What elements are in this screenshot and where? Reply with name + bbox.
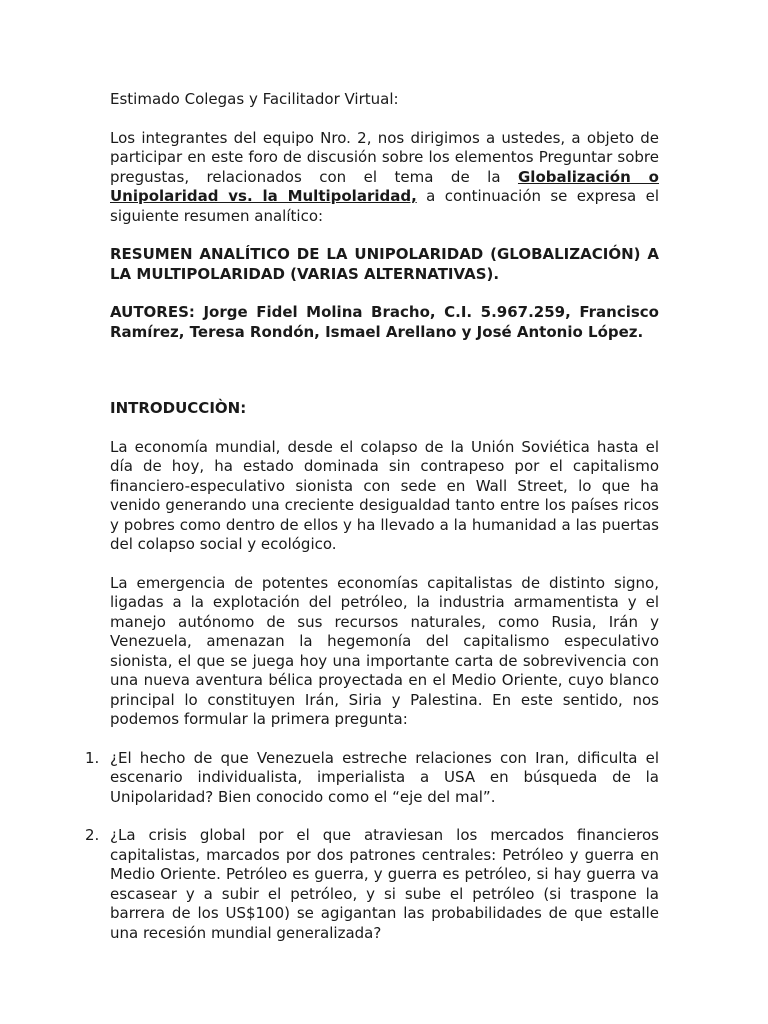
spacer	[110, 361, 659, 399]
autores: AUTORES: Jorge Fidel Molina Bracho, C.I. 5.967.259, Francisco Ramírez, Teresa Rondón, Ismael Arellano y José Antonio López.	[110, 303, 659, 341]
intro-paragraph	[110, 129, 659, 227]
paragraph-1: La economía mundial, desde el colapso de la Unión Soviética hasta el día de hoy, ha estado dominada sin contrapeso por el capitalismo financiero-especulativo sionista con sede en Wall Street, lo que ha venido generando una creciente desigualdad tanto entre los países ricos y pobres como dentro de ellos y ha llevado a la humanidad a las puertas del colapso social y ecológico.	[110, 437, 659, 553]
question-item	[85, 826, 659, 943]
question-number: 2.	[85, 826, 100, 844]
question-text: ¿La crisis global por el que atraviesan los mercados financieros capitalistas, marcados por dos patrones centrales: Petróleo y guerra en Medio Oriente. Petróleo es guerra, y guerra es petróleo, si hay guerra va escasear y a subir el petróleo, y si sube el petróleo (si traspone la barrera de los US$100) se agigantan las probabilidades de que estalle una recesión mundial generalizada?	[110, 826, 659, 942]
resumen-title: RESUMEN ANALÍTICO DE LA UNIPOLARIDAD (GLOBALIZACIÓN) A LA MULTIPOLARIDAD (VARIAS ALTERNATIVAS).	[110, 245, 659, 283]
question-number: 1.	[85, 748, 100, 767]
paragraph-2: La emergencia de potentes economías capitalistas de distinto signo, ligadas a la explotación del petróleo, la industria armamentista y el manejo autónomo de sus recursos naturales, como Rusia, Irán y Venezuela, amenazan la hegemonía del capitalismo especulativo sionista, el que se juega hoy una importante carta de sobrevivencia con una nueva aventura bélica proyectada en el Medio Oriente, cuyo blanco principal lo constituyen Irán, Siria y Palestina. En este sentido, nos podemos formular la primera pregunta:	[110, 573, 659, 728]
document-page	[85, 90, 659, 962]
question-text: ¿El hecho de que Venezuela estreche relaciones con Iran, dificulta el escenario individualista, imperialista a USA en búsqueda de la Unipolaridad? Bien conocido como el “eje del mal”.	[110, 748, 659, 806]
intro-text-before: Los integrantes del equipo Nro. 2, nos dirigimos a ustedes, a objeto de participar en este foro de discusión sobre los elementos Preguntar sobre pregustas, relacionados con el tema de la	[110, 128, 659, 186]
intro-text-after: a continuación se expresa el siguiente resumen analítico:	[110, 187, 659, 225]
greeting: Estimado Colegas y Facilitador Virtual:	[110, 90, 399, 108]
questions-list	[85, 748, 659, 944]
introduccion-heading: INTRODUCCIÒN:	[110, 399, 247, 417]
topic-link: Globalización o Unipolaridad vs. la Multipolaridad,	[110, 167, 659, 205]
question-item	[85, 748, 659, 808]
